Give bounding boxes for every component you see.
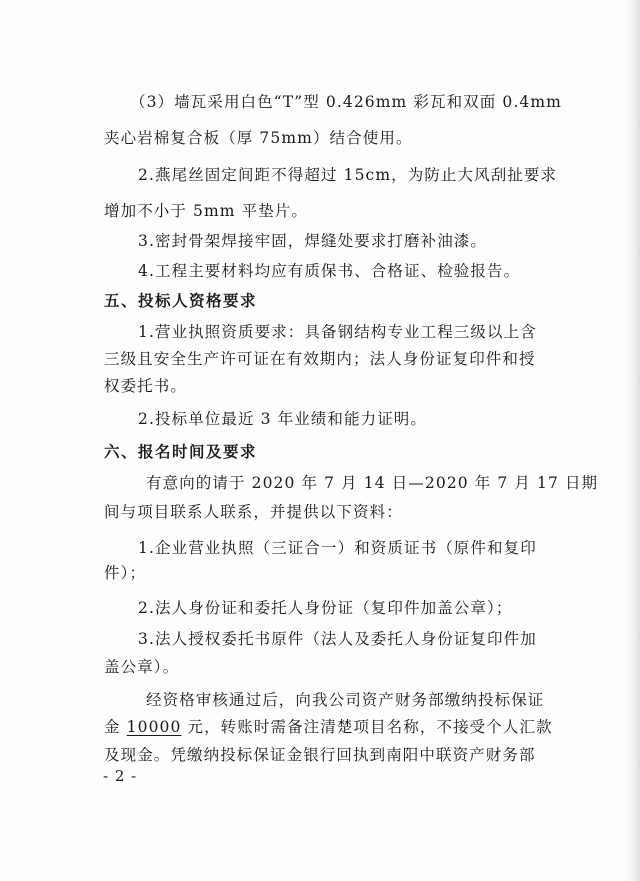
paragraph-line: 经资格审核通过后，向我公司资产财务部缴纳投标保证	[146, 691, 545, 709]
paragraph-line: 盖公章）。	[104, 658, 180, 676]
paragraph-line: 1.营业执照资质要求：具备钢结构专业工程三级以上含	[138, 323, 537, 341]
section-heading: 五、投标人资格要求	[104, 292, 258, 310]
paragraph-line: 件）；	[104, 564, 147, 582]
paragraph-line: 间与项目联系人联系，并提供以下资料：	[104, 503, 403, 521]
paragraph-line: 3.法人授权委托书原件（法人及委托人身份证复印件加	[138, 630, 537, 648]
paragraph-line: 4.工程主要材料均应有质保书、合格证、检验报告。	[138, 262, 521, 280]
paragraph-line: 夹心岩棉复合板（厚 75mm）结合使用。	[104, 129, 413, 147]
section-heading: 六、报名时间及要求	[104, 443, 258, 461]
paragraph-line: 2.燕尾丝固定间距不得超过 15cm，为防止大风刮扯要求	[138, 166, 558, 184]
text-run: 金	[104, 718, 127, 736]
paragraph-line: 三级且安全生产许可证在有效期内；法人身份证复印件和授	[104, 350, 536, 368]
paragraph-line: 2.法人身份证和委托人身份证（复印件加盖公章）；	[138, 599, 513, 617]
paragraph-line: 3.密封骨架焊接牢固，焊缝处要求打磨补油漆。	[138, 232, 487, 250]
paragraph-line: 及现金。凭缴纳投标保证金银行回执到南阳中联资产财务部	[104, 746, 536, 764]
paragraph-line: 有意向的请于 2020 年 7 月 14 日—2020 年 7 月 17 日期	[146, 474, 599, 492]
paragraph-line: 2.投标单位最近 3 年业绩和能力证明。	[138, 410, 428, 428]
scan-edge-shadow	[626, 0, 640, 881]
deposit-amount: 10000	[126, 718, 182, 736]
paragraph-line: （3）墙瓦采用白色“T”型 0.426mm 彩瓦和双面 0.4mm	[130, 93, 562, 111]
paragraph-line: 增加不小于 5mm 平垫片。	[104, 202, 309, 220]
paragraph-line: 1.企业营业执照（三证合一）和资质证书（原件和复印	[138, 539, 537, 557]
page-number: - 2 -	[103, 767, 138, 785]
paragraph-line: 权委托书。	[104, 377, 188, 395]
text-run: 元，转账时需备注清楚项目名称，不接受个人汇款	[181, 718, 553, 736]
paragraph-line	[104, 716, 553, 738]
